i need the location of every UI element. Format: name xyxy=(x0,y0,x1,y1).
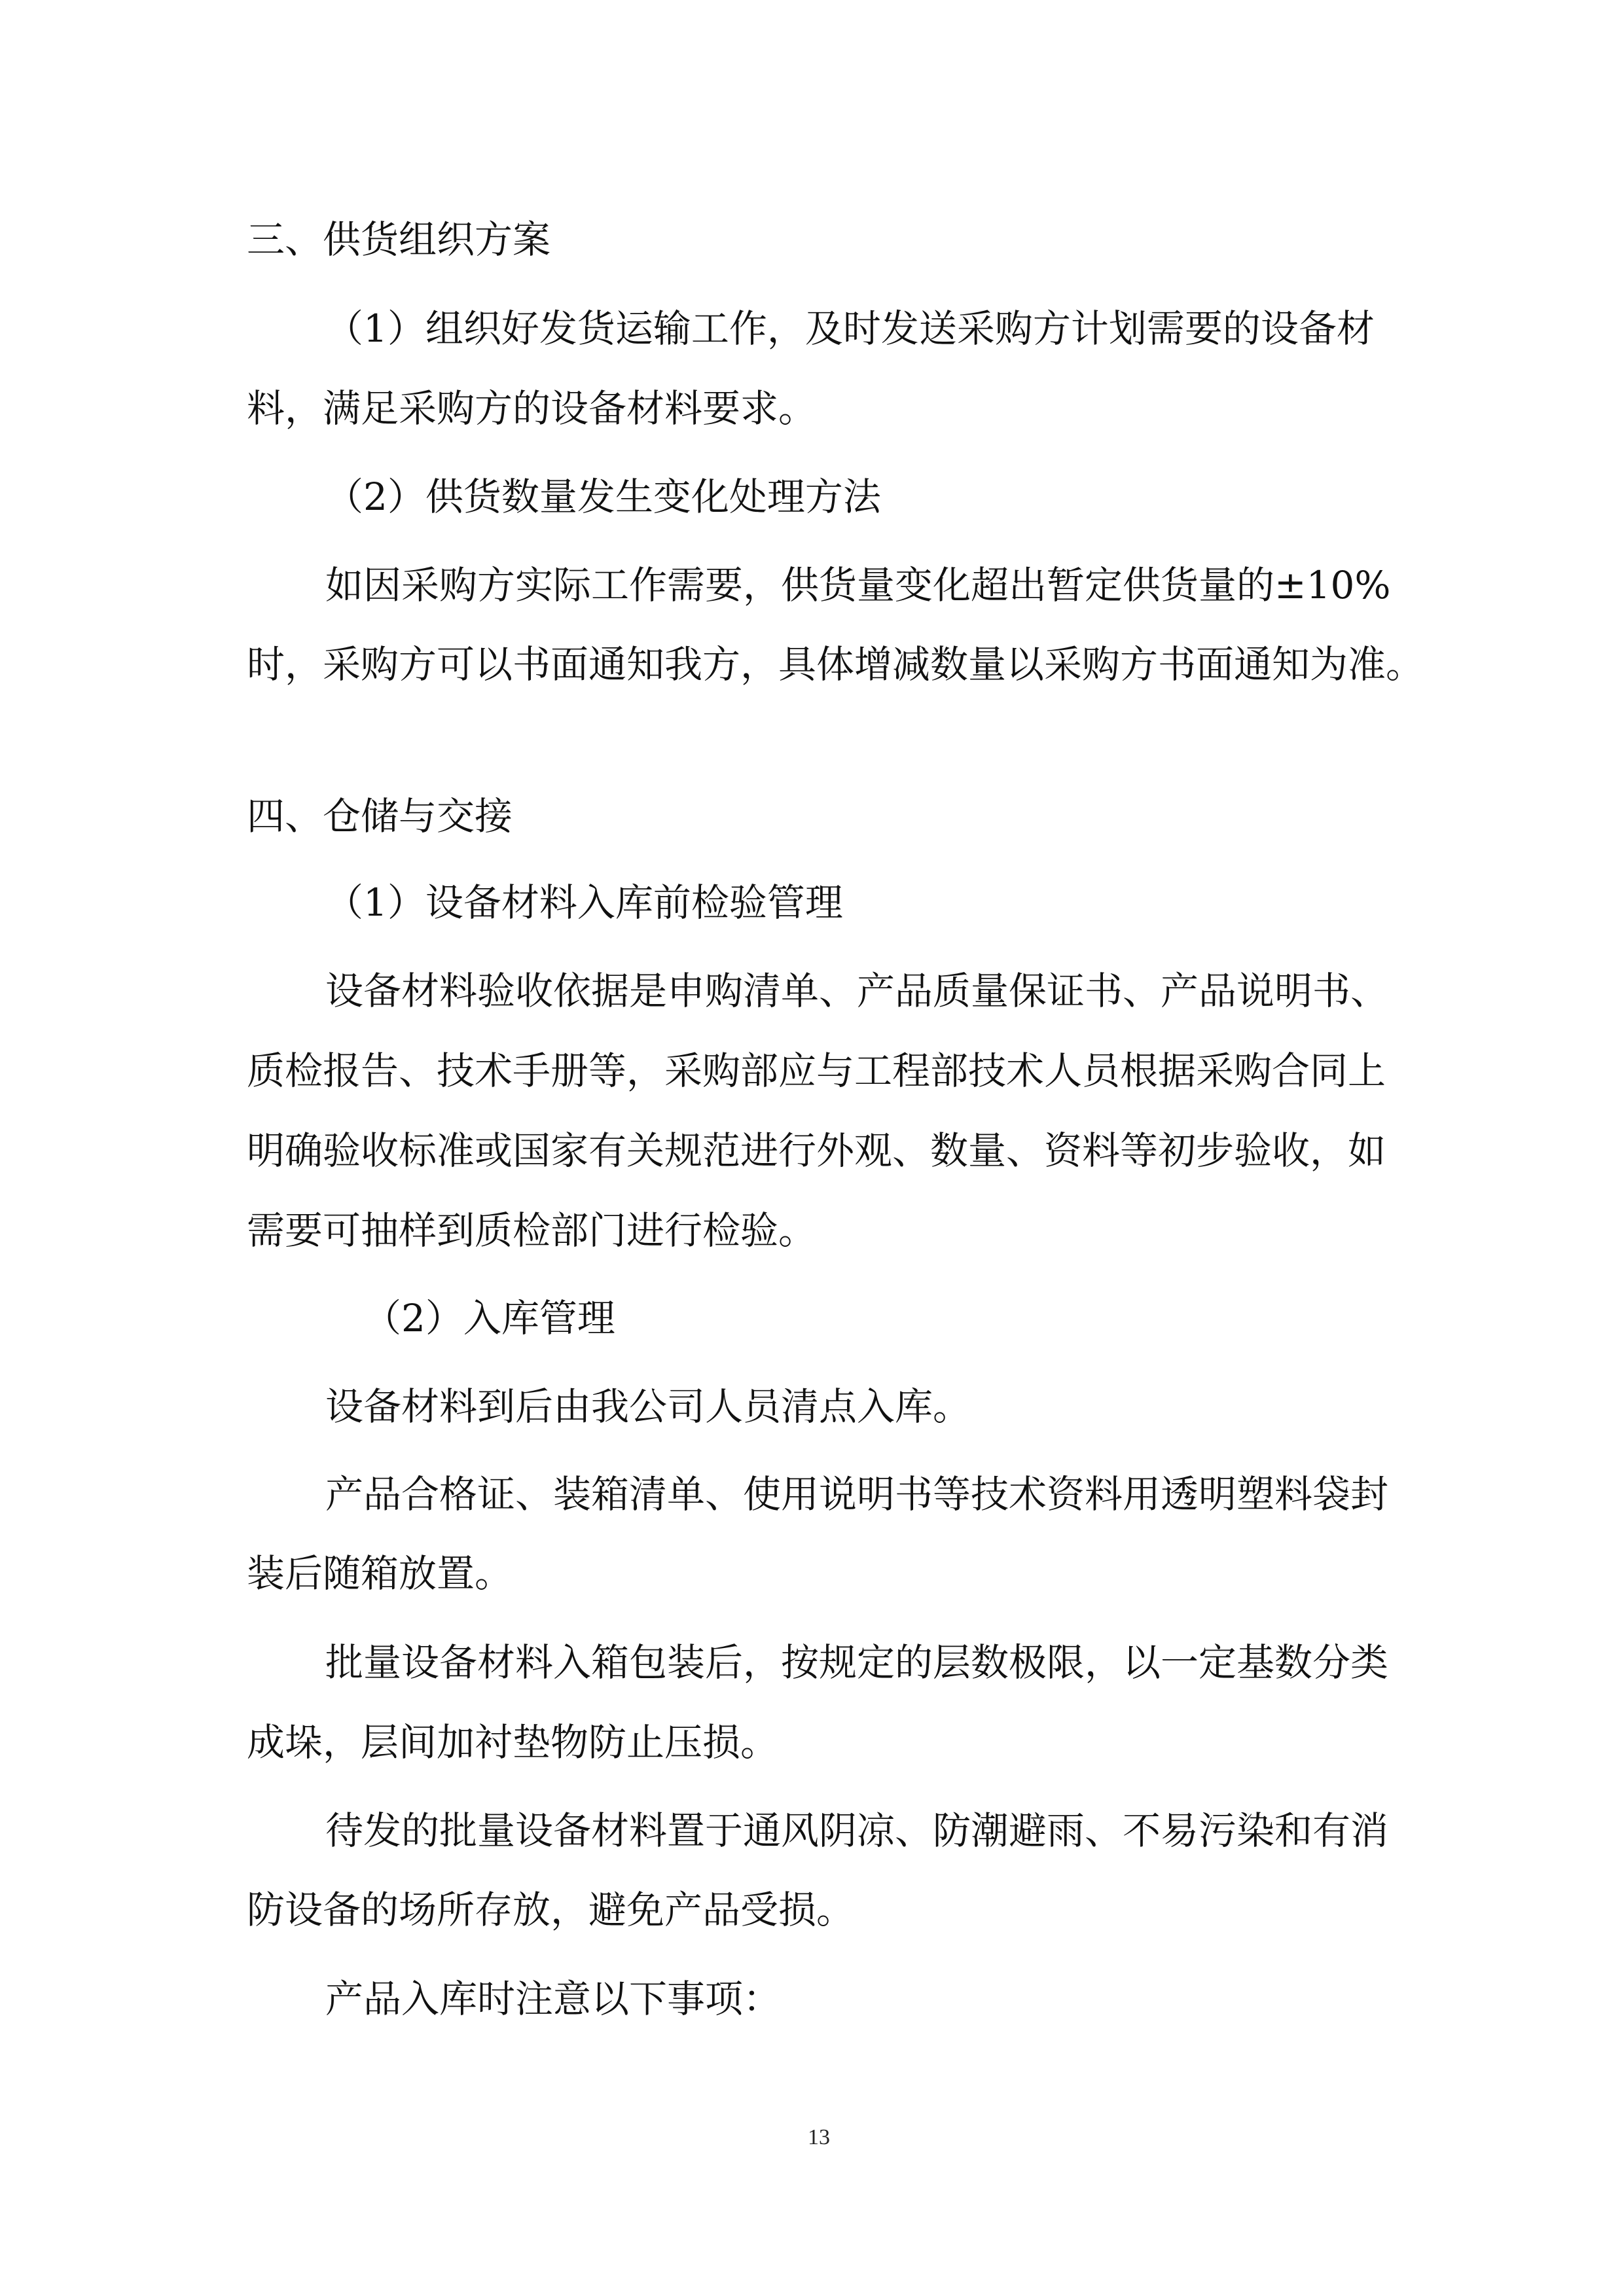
paragraph-line: 成垛，层间加衬垫物防止压损。 xyxy=(247,1720,779,1765)
paragraph-line: 批量设备材料入箱包装后，按规定的层数极限，以一定基数分类 xyxy=(325,1640,1389,1685)
section-heading-supply-plan: 三、供货组织方案 xyxy=(247,217,551,262)
paragraph-line: （1）设备材料入库前检验管理 xyxy=(325,880,843,925)
paragraph-line: 时，采购方可以书面通知我方，具体增减数量以采购方书面通知为准。 xyxy=(247,642,1424,687)
paragraph-line: （1）组织好发货运输工作，及时发送采购方计划需要的设备材 xyxy=(325,306,1375,351)
paragraph-line: 料，满足采购方的设备材料要求。 xyxy=(247,386,817,431)
section-heading-storage: 四、仓储与交接 xyxy=(247,794,513,838)
paragraph-line: （2）供货数量发生变化处理方法 xyxy=(325,475,881,519)
paragraph-line: 装后随箱放置。 xyxy=(247,1551,513,1596)
paragraph-line: 产品合格证、装箱清单、使用说明书等技术资料用透明塑料袋封 xyxy=(325,1472,1389,1516)
paragraph-line: 防设备的场所存放，避免产品受损。 xyxy=(247,1888,855,1932)
paragraph-line: 设备材料验收依据是申购清单、产品质量保证书、产品说明书、 xyxy=(325,969,1389,1013)
paragraph-line: 如因采购方实际工作需要，供货量变化超出暂定供货量的±10% xyxy=(325,563,1391,607)
paragraph-line: 质检报告、技术手册等，采购部应与工程部技术人员根据采购合同上 xyxy=(247,1049,1386,1093)
page-number: 13 xyxy=(808,2125,830,2149)
paragraph-line: 设备材料到后由我公司人员清点入库。 xyxy=(325,1384,971,1429)
paragraph-line: 待发的批量设备材料置于通风阴凉、防潮避雨、不易污染和有消 xyxy=(325,1808,1389,1853)
paragraph-line: 明确验收标准或国家有关规范进行外观、数量、资料等初步验收，如 xyxy=(247,1128,1386,1173)
paragraph-line: 产品入库时注意以下事项： xyxy=(325,1977,782,2021)
paragraph-line: 需要可抽样到质检部门进行检验。 xyxy=(247,1208,817,1253)
paragraph-line: （2）入库管理 xyxy=(363,1296,615,1340)
